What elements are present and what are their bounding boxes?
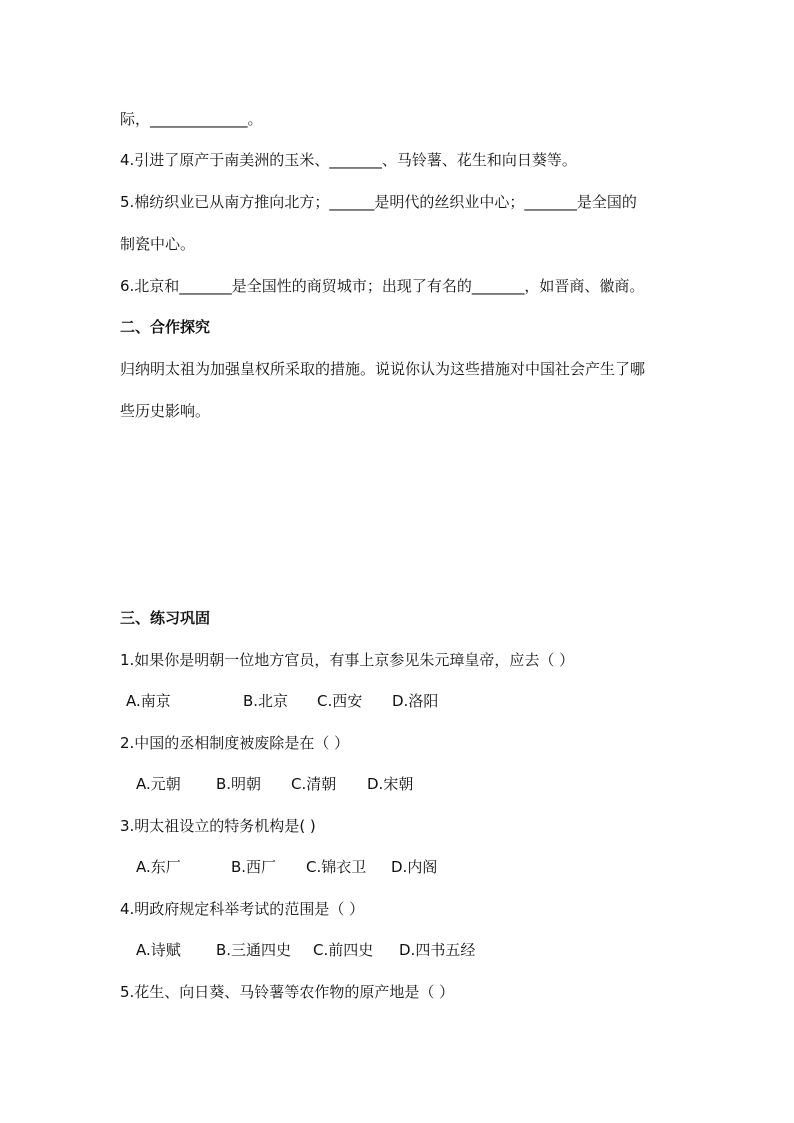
fill-blank-line-continued: 际，_____________。: [120, 110, 263, 128]
option-b: B.北京: [243, 692, 289, 710]
option-c: C.锦衣卫: [306, 858, 367, 876]
section-heading-practice: 三、练习巩固: [120, 609, 211, 627]
mc-question-1: 1.如果你是明朝一位地方官员，有事上京参见朱元璋皇帝，应去（ ）: [120, 651, 575, 669]
option-d: D.洛阳: [392, 692, 439, 710]
section-heading-cooperative-inquiry: 二、合作探究: [120, 318, 211, 336]
inquiry-prompt-line-2: 些历史影响。: [120, 402, 211, 420]
inquiry-prompt-line-1: 归纳明太祖为加强皇权所采取的措施。说说你认为这些措施对中国社会产生了哪: [120, 360, 646, 378]
fill-blank-question-4: 4.引进了原产于南美洲的玉米、_______、马铃薯、花生和向日葵等。: [120, 151, 577, 169]
option-b: B.明朝: [216, 775, 262, 793]
option-a: A.元朝: [136, 775, 181, 793]
fill-blank-question-5-continued: 制瓷中心。: [120, 235, 196, 253]
mc-question-4: 4.明政府规定科举考试的范围是（ ）: [120, 900, 365, 918]
mc-question-5: 5.花生、向日葵、马铃薯等农作物的原产地是（ ）: [120, 983, 455, 1001]
option-a: A.南京: [126, 692, 171, 710]
option-a: A.诗赋: [136, 941, 181, 959]
fill-blank-question-6: 6.北京和_______是全国性的商贸城市；出现了有名的_______，如晋商、徽商。: [120, 277, 645, 295]
mc-question-2: 2.中国的丞相制度被废除是在（ ）: [120, 734, 350, 752]
option-b: B.西厂: [231, 858, 277, 876]
option-b: B.三通四史: [216, 941, 292, 959]
option-c: C.西安: [317, 692, 363, 710]
fill-blank-question-5: 5.棉纺织业已从南方推向北方；______是明代的丝织业中心；_______是全国的: [120, 193, 637, 211]
option-d: D.四书五经: [399, 941, 476, 959]
option-a: A.东厂: [136, 858, 181, 876]
option-c: C.清朝: [291, 775, 337, 793]
option-c: C.前四史: [313, 941, 374, 959]
option-d: D.宋朝: [367, 775, 414, 793]
mc-question-3: 3.明太祖设立的特务机构是( ): [120, 817, 316, 835]
option-d: D.内阁: [391, 858, 438, 876]
